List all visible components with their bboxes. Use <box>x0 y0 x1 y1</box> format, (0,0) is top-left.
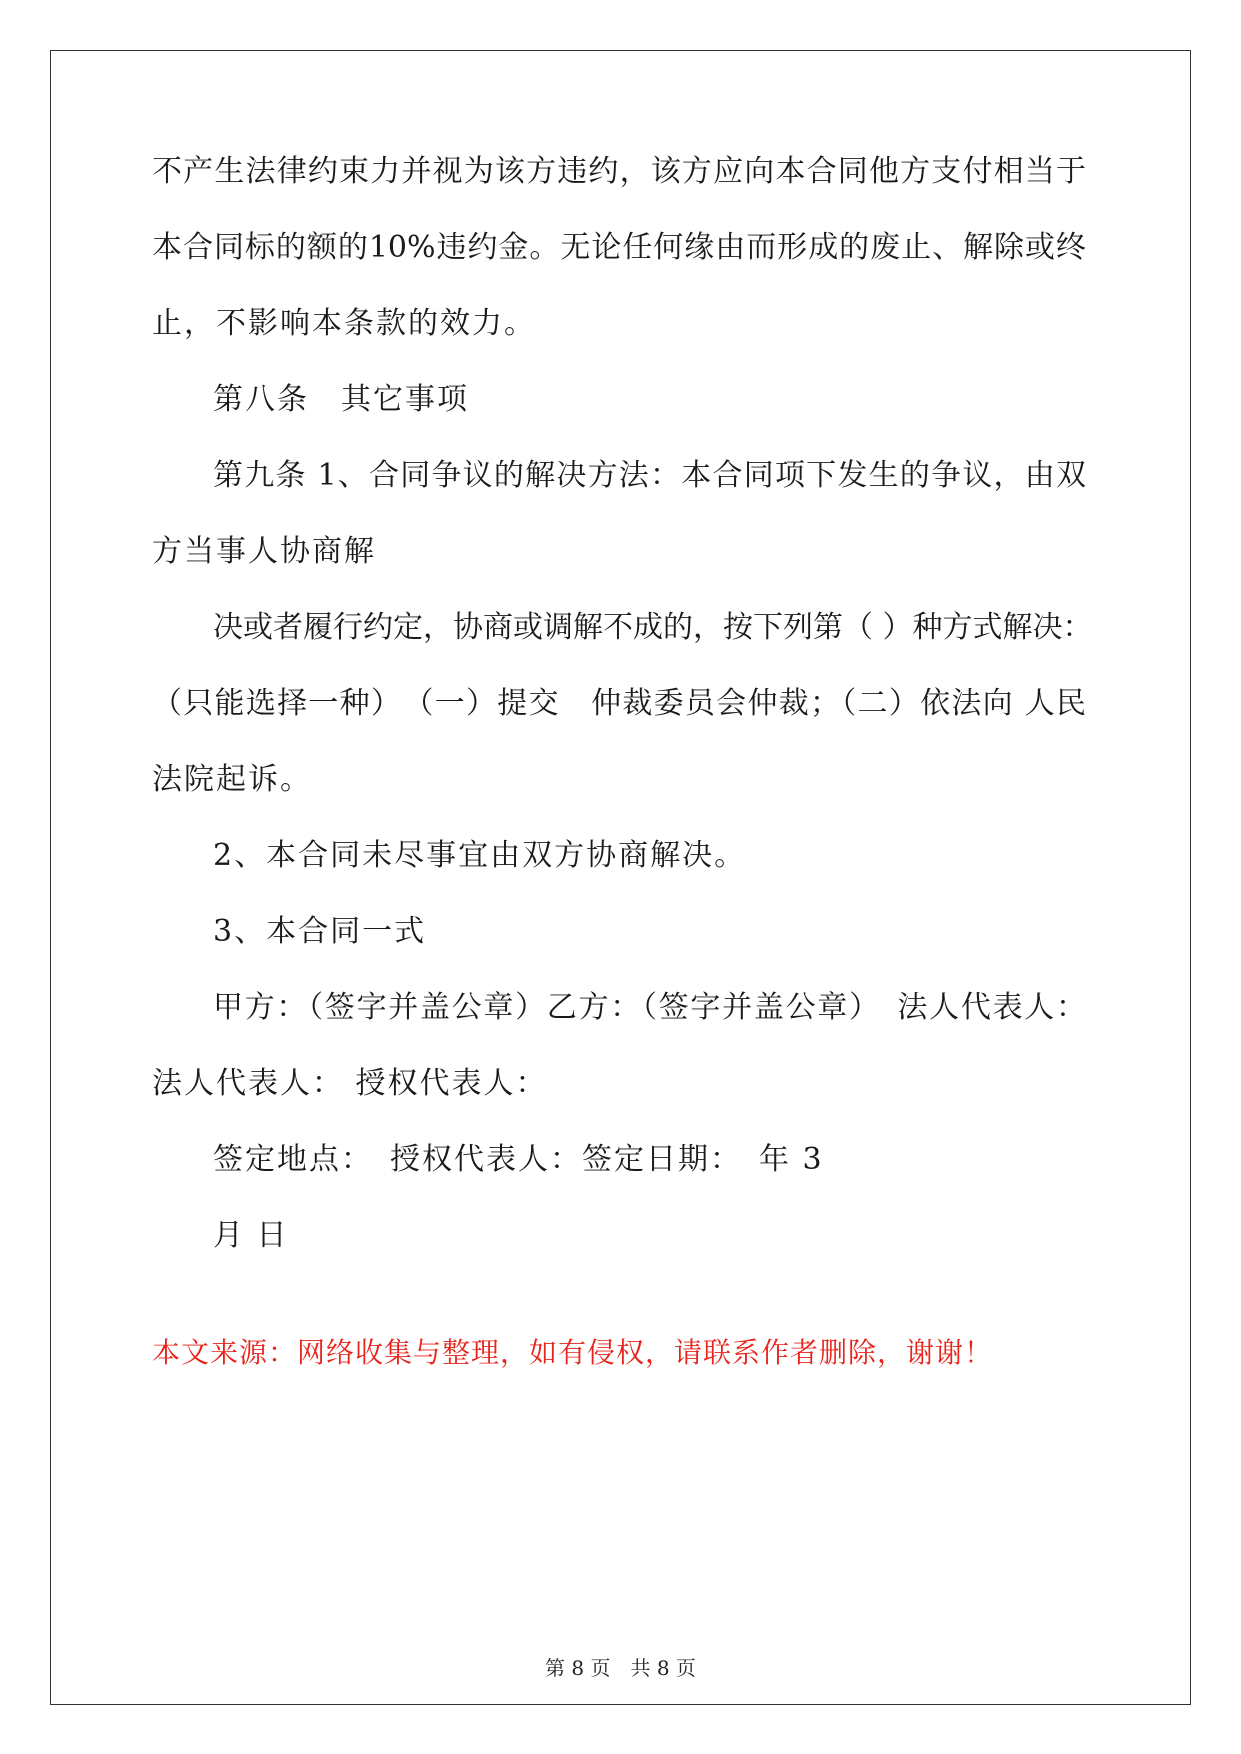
signature-line: 法人代表人： 授权代表人： <box>152 1066 548 1101</box>
paragraph-line: 不产生法律约束力并视为该方违约，该方应向本合同他方支付相当于 <box>152 154 1086 189</box>
paragraph-line: （只能选择一种） （一）提交 仲裁委员会仲裁；（二）依法向 人民 <box>152 686 1086 721</box>
signature-line: 签定地点： 授权代表人：签定日期： 年 3 <box>213 1142 824 1177</box>
paragraph-line: 止，不影响本条款的效力。 <box>152 306 536 341</box>
page-frame <box>50 50 1191 1705</box>
signature-line: 甲方：（签字并盖公章）乙方：（签字并盖公章） 法人代表人： <box>213 990 1086 1025</box>
paragraph-line: 2、本合同未尽事宜由双方协商解决。 <box>213 838 747 873</box>
paragraph-line: 第九条 1、合同争议的解决方法：本合同项下发生的争议，由双 <box>213 458 1086 493</box>
paragraph-line: 本合同标的额的10%违约金。无论任何缘由而形成的废止、解除或终 <box>152 230 1086 265</box>
signature-line: 月 日 <box>213 1218 289 1253</box>
page-number: 第 8 页 共 8 页 <box>545 1656 696 1680</box>
source-notice: 本文来源：网络收集与整理，如有侵权，请联系作者删除，谢谢！ <box>152 1336 994 1369</box>
paragraph-line: 决或者履行约定，协商或调解不成的，按下列第（ ）种方式解决： <box>213 610 1093 645</box>
paragraph-line: 法院起诉。 <box>152 762 312 797</box>
article-heading: 第八条 其它事项 <box>213 382 469 417</box>
paragraph-line: 方当事人协商解 <box>152 534 376 569</box>
paragraph-line: 3、本合同一式 <box>213 914 427 949</box>
